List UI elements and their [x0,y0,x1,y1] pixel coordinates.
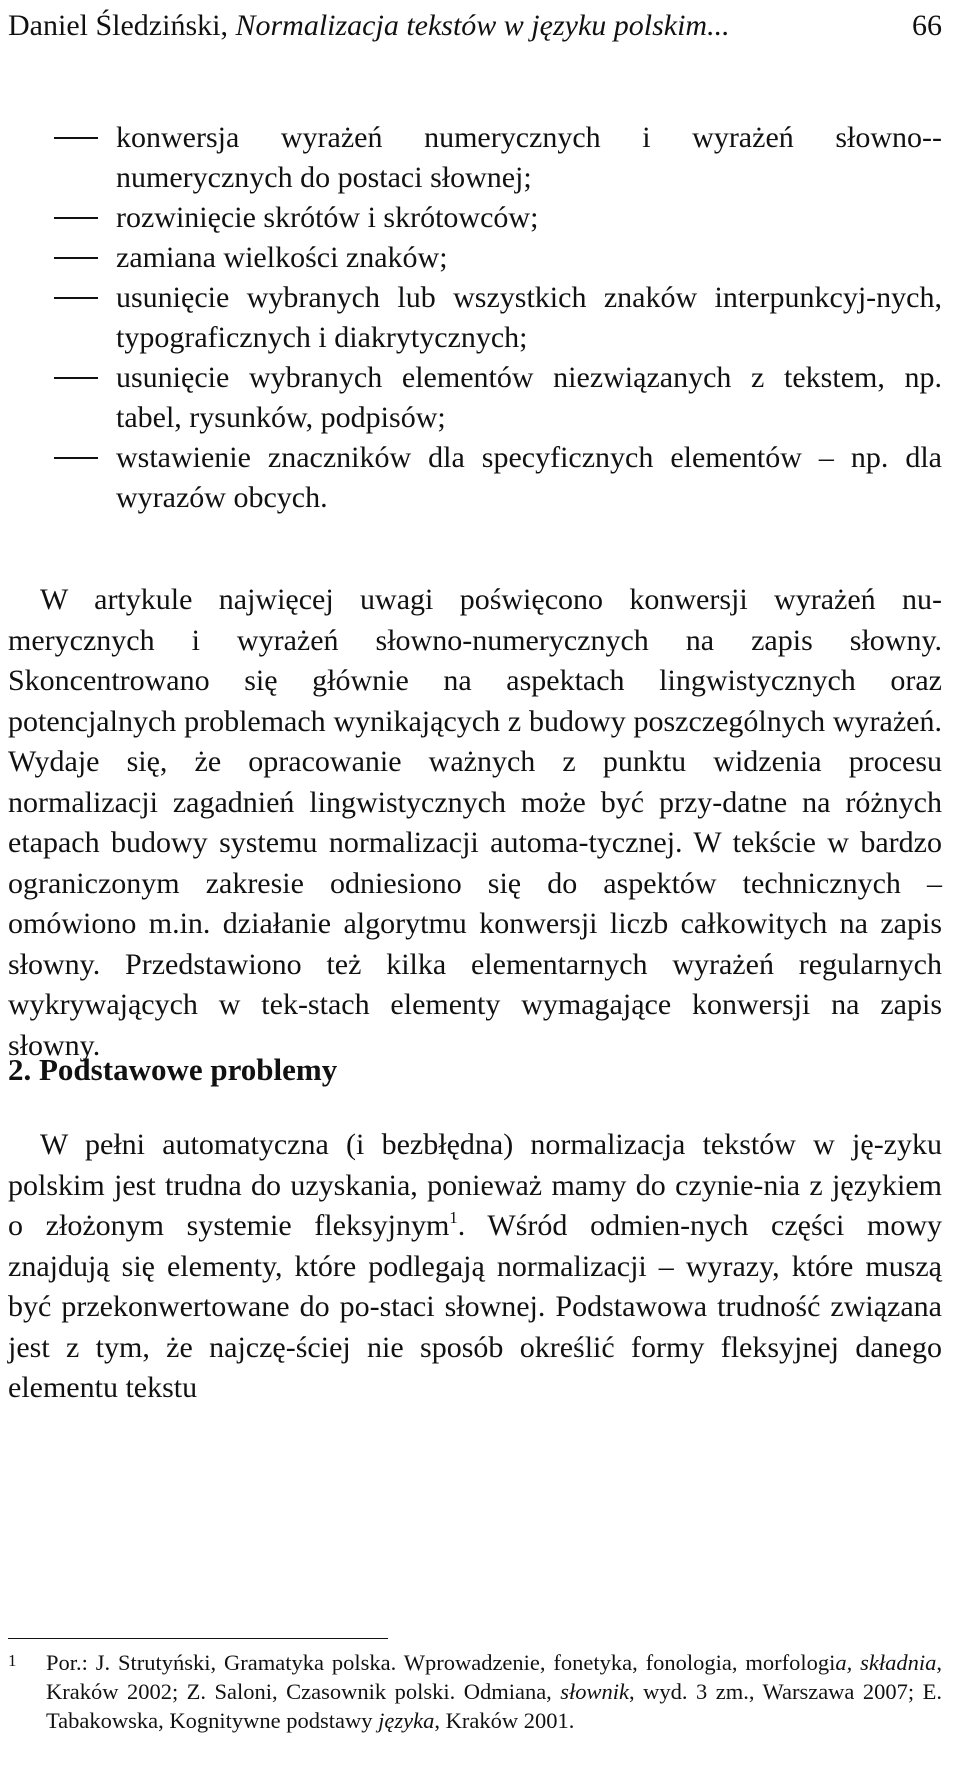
dash-bullet-icon [54,217,98,219]
header-author: Daniel Śledziński, [8,9,236,42]
dash-bullet-icon [54,257,98,259]
footnote [8,1648,942,1735]
dash-bullet-icon [54,297,98,299]
footnote-italic-part: słownik [560,1679,630,1704]
footnote-text-part: , Kraków 2001. [434,1708,575,1733]
bullet-list [8,118,942,518]
dash-bullet-icon [54,457,98,459]
list-item [8,438,942,518]
header-title: Normalizacja tekstów w języku polskim... [235,9,730,42]
footnote-divider [8,1638,388,1639]
dash-bullet-icon [54,137,98,139]
list-item-text: wstawienie znaczników dla specyficznych elementów – np. dla wyrazów obcych. [116,441,942,514]
paragraph-text: W pełni automatyczna (i bezbłędna) normalizacja tekstów w ję-zyku polskim jest trudna do uzyskania, ponieważ mamy do czynie-nia z językiem o złożonym systemie fleksyjnym [8,1128,942,1242]
footnote-text [46,1648,942,1735]
list-item [8,118,942,198]
list-item-text: usunięcie wybranych elementów niezwiązanych z tekstem, np. tabel, rysunków, podpisów; [116,361,942,434]
list-item-text: rozwinięcie skrótów i skrótowców; [116,201,539,234]
list-item-text: usunięcie wybranych lub wszystkich znaków interpunkcyj-nych, typograficznych i diakrytycznych; [116,281,942,354]
list-item [8,278,942,358]
list-item-text: zamiana wielkości znaków; [116,241,448,274]
list-item [8,238,942,278]
body-paragraph: W artykule najwięcej uwagi poświęcono konwersji wyrażeń nu-merycznych i wyrażeń słowno-numerycznych na zapis słowny. Skoncentrowano się głównie na aspektach lingwistycznych oraz potencjalnych problemach wynikających z budowy poszczególnych wyrażeń. Wydaje się, że opracowanie ważnych z punktu widzenia procesu normalizacji zagadnień lingwistycznych może być przy-datne na różnych etapach budowy systemu normalizacji automa-tycznej. W tekście w bardzo ograniczonym zakresie odniesiono się do aspektów technicznych – omówiono m.in. działanie algorytmu konwersji liczb całkowitych na zapis słowny. Przedstawiono też kilka elementarnych wyrażeń regularnych wykrywających w tek-stach elementy wymagające konwersji na zapis słowny. [8,583,942,1062]
list-item [8,358,942,438]
paragraph-text: . Wśród odmien-nych części mowy znajdują się elementy, które podlegają normalizacji – wyrazy, które muszą być przekonwertowane do po-staci słownej. Podstawowa trudność związana jest z tym, że najczę-ściej nie sposób określić formy fleksyjnej danego elementu tekstu [8,1209,942,1404]
section-heading: 2. Podstawowe problemy [8,1052,338,1087]
dash-bullet-icon [54,377,98,379]
footnote-mark: 1 [8,1651,17,1670]
page-number: 66 [912,9,942,42]
body-paragraph [8,1125,942,1409]
footnote-reference[interactable]: 1 [449,1208,458,1227]
footnote-italic-part: a, składnia [835,1650,937,1675]
list-item [8,198,942,238]
footnote-text-part: , Kraków 2002; Z. Saloni, Czasownik polski. Odmiana, [46,1650,942,1704]
list-item-text: konwersja wyrażeń numerycznych i wyrażeń słowno--numerycznych do postaci słownej; [116,121,942,194]
footnote-text-part: , wyd. 3 zm., Warszawa 2007; E. Tabakowska, Kognitywne podstawy [46,1679,942,1733]
footnote-text-part: Por.: J. Strutyński, Gramatyka polska. Wprowadzenie, fonetyka, fonologia, morfologi [46,1650,836,1675]
running-header [8,4,942,48]
footnote-italic-part: języka [378,1708,435,1733]
